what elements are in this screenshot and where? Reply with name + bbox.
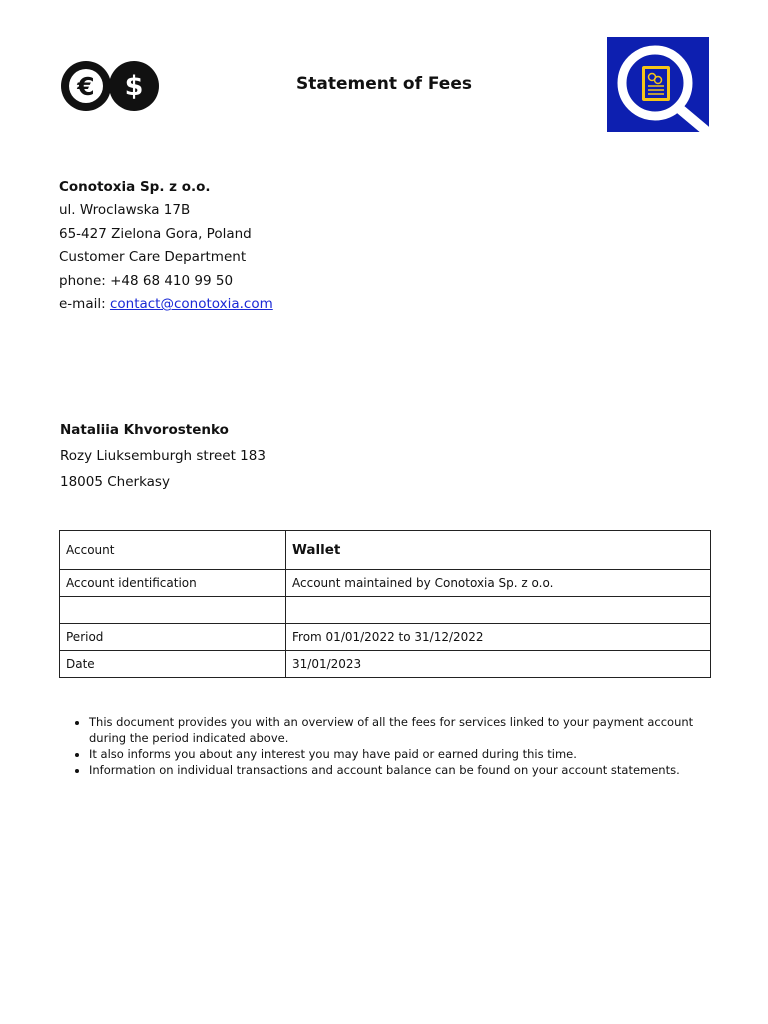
table-row bbox=[60, 651, 711, 678]
table-cell-label: Period bbox=[60, 624, 286, 651]
table-row bbox=[60, 597, 711, 624]
company-street: ul. Wroclawska 17B bbox=[59, 202, 191, 219]
list-item: • This document provides you with an overview of all the fees for services linked to your payment account during the period indicated above. bbox=[89, 714, 719, 746]
table-cell-label: Account identification bbox=[60, 570, 286, 597]
table-cell-label bbox=[60, 597, 286, 624]
company-address-block bbox=[59, 176, 273, 316]
page-title: Statement of Fees bbox=[296, 74, 472, 94]
company-city: 65-427 Zielona Gora, Poland bbox=[59, 225, 252, 242]
notes-list bbox=[72, 714, 719, 778]
recipient-street: Rozy Liuksemburgh street 183 bbox=[60, 448, 266, 464]
table-row bbox=[60, 570, 711, 597]
table-row bbox=[60, 531, 711, 570]
table-cell-value: From 01/01/2022 to 31/12/2022 bbox=[286, 624, 711, 651]
email-link[interactable]: contact@conotoxia.com bbox=[109, 296, 273, 313]
list-item: • Information on individual transactions and account balance can be found on your account statements. bbox=[89, 762, 719, 778]
recipient-city: 18005 Cherkasy bbox=[60, 474, 170, 490]
table-cell-value: Wallet bbox=[286, 531, 711, 570]
svg-text:€: € bbox=[77, 72, 95, 101]
table-cell-label: Date bbox=[60, 651, 286, 678]
company-phone: phone: +48 68 410 99 50 bbox=[59, 272, 234, 289]
svg-text:$: $ bbox=[124, 71, 144, 102]
table-row bbox=[60, 624, 711, 651]
company-name: Conotoxia Sp. z o.o. bbox=[59, 179, 211, 195]
table-cell-value: 31/01/2023 bbox=[286, 651, 711, 678]
recipient-address-block bbox=[60, 417, 266, 495]
table-cell-value bbox=[286, 597, 711, 624]
table-cell-value: Account maintained by Conotoxia Sp. z o.o. bbox=[286, 570, 711, 597]
email-label: e-mail: bbox=[59, 296, 110, 313]
company-department: Customer Care Department bbox=[59, 249, 247, 266]
company-email-line bbox=[59, 293, 273, 316]
recipient-name: Nataliia Khvorostenko bbox=[60, 422, 229, 438]
table-cell-label: Account bbox=[60, 531, 286, 570]
account-info-table bbox=[59, 530, 711, 678]
list-item: • It also informs you about any interest you may have paid or earned during this time. bbox=[89, 746, 719, 762]
document-search-icon bbox=[607, 37, 709, 132]
